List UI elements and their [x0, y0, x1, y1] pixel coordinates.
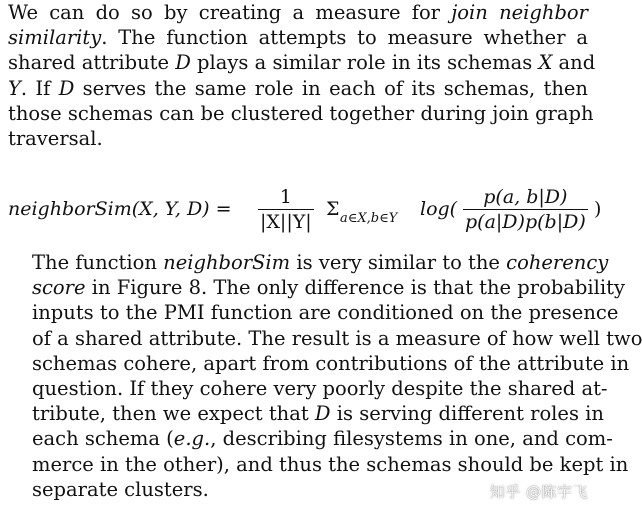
- text-run: those schemas can be clustered together during join graph: [8, 101, 594, 125]
- italic-text-run: join neighbor: [451, 1, 588, 24]
- text-run: schemas cohere, apart from contributions of the attribute in: [32, 351, 630, 375]
- italic-text-run: Y: [8, 76, 21, 100]
- text-run: serves the same role in each of its schemas, then: [74, 76, 588, 100]
- text-run: is very similar to the: [290, 251, 507, 274]
- log-text: log(: [420, 198, 458, 220]
- italic-text-run: neighborSim: [163, 251, 291, 274]
- italic-text-run: D: [58, 76, 75, 100]
- sum-symbol: Σ: [326, 198, 340, 220]
- fraction-2-numerator: p(a, b|D): [483, 186, 568, 208]
- italic-text-run: score: [32, 276, 86, 300]
- text-run: separate clusters.: [32, 477, 209, 501]
- text-run: in Figure 8. The only difference is that the probability: [85, 276, 625, 300]
- text-line: [8, 401, 604, 426]
- text-line: [8, 376, 608, 401]
- text-line: [8, 50, 596, 75]
- text-line: [8, 351, 630, 376]
- fraction-1-denominator: |X||Y|: [260, 211, 312, 233]
- text-line: [8, 326, 642, 351]
- italic-text-run: e.g.: [173, 427, 211, 451]
- text-line: [8, 76, 588, 101]
- italic-text-run: D: [175, 51, 191, 75]
- text-line: [8, 126, 588, 151]
- text-run: plays a similar role in its schemas: [190, 51, 539, 75]
- paragraph-explanation: [8, 250, 642, 502]
- text-run: each schema (: [32, 427, 174, 451]
- text-run: merce in the other), and thus the schemas should be kept in: [32, 452, 629, 476]
- text-line: [8, 275, 625, 300]
- italic-text-run: D: [314, 402, 331, 426]
- italic-text-run: similarity: [8, 26, 102, 50]
- text-run: The function: [32, 251, 164, 274]
- equation-fraction-2: [463, 186, 588, 233]
- fraction-1-numerator: 1: [279, 186, 292, 208]
- paragraph-intro: [8, 0, 596, 151]
- text-run: . If: [20, 76, 59, 100]
- text-run: traversal.: [8, 127, 103, 151]
- text-line: [8, 300, 619, 325]
- text-line: [8, 101, 594, 126]
- italic-text-run: coherency: [506, 251, 609, 274]
- text-run: , describing filesystems in one, and com-: [210, 427, 613, 451]
- fraction-2-bar: [463, 209, 588, 210]
- text-run: inputs to the PMI function are conditioned on the presence: [32, 301, 619, 325]
- text-run: of a shared attribute. The result is a measure of how well two: [32, 326, 642, 350]
- text-line: [8, 25, 588, 50]
- text-line: [8, 452, 629, 477]
- text-run: is serving different roles in: [330, 402, 604, 426]
- equation-lhs: neighborSim(X, Y, D) =: [8, 198, 232, 220]
- text-line: [8, 250, 609, 275]
- fraction-2-denominator: p(a|D)p(b|D): [465, 211, 586, 233]
- text-line: [8, 426, 613, 451]
- equation-fraction-1: [258, 186, 314, 233]
- text-run: shared attribute: [8, 51, 176, 75]
- fraction-1-bar: [258, 209, 314, 210]
- close-paren: ): [594, 198, 602, 220]
- sum-subscript: a∈X,b∈Y: [340, 211, 398, 226]
- text-run: and: [552, 51, 596, 75]
- text-run: tribute, then we expect that: [32, 402, 315, 426]
- zhihu-watermark: 知乎 @陈宇飞: [489, 483, 588, 501]
- equation-neighborsim: [8, 180, 600, 240]
- text-run: . The function attempts to measure whether a: [101, 26, 588, 50]
- italic-text-run: X: [538, 51, 553, 75]
- text-line: [8, 0, 588, 25]
- text-run: question. If they cohere very poorly despite the shared at-: [32, 377, 608, 401]
- text-run: We can do so by creating a measure for: [8, 1, 452, 24]
